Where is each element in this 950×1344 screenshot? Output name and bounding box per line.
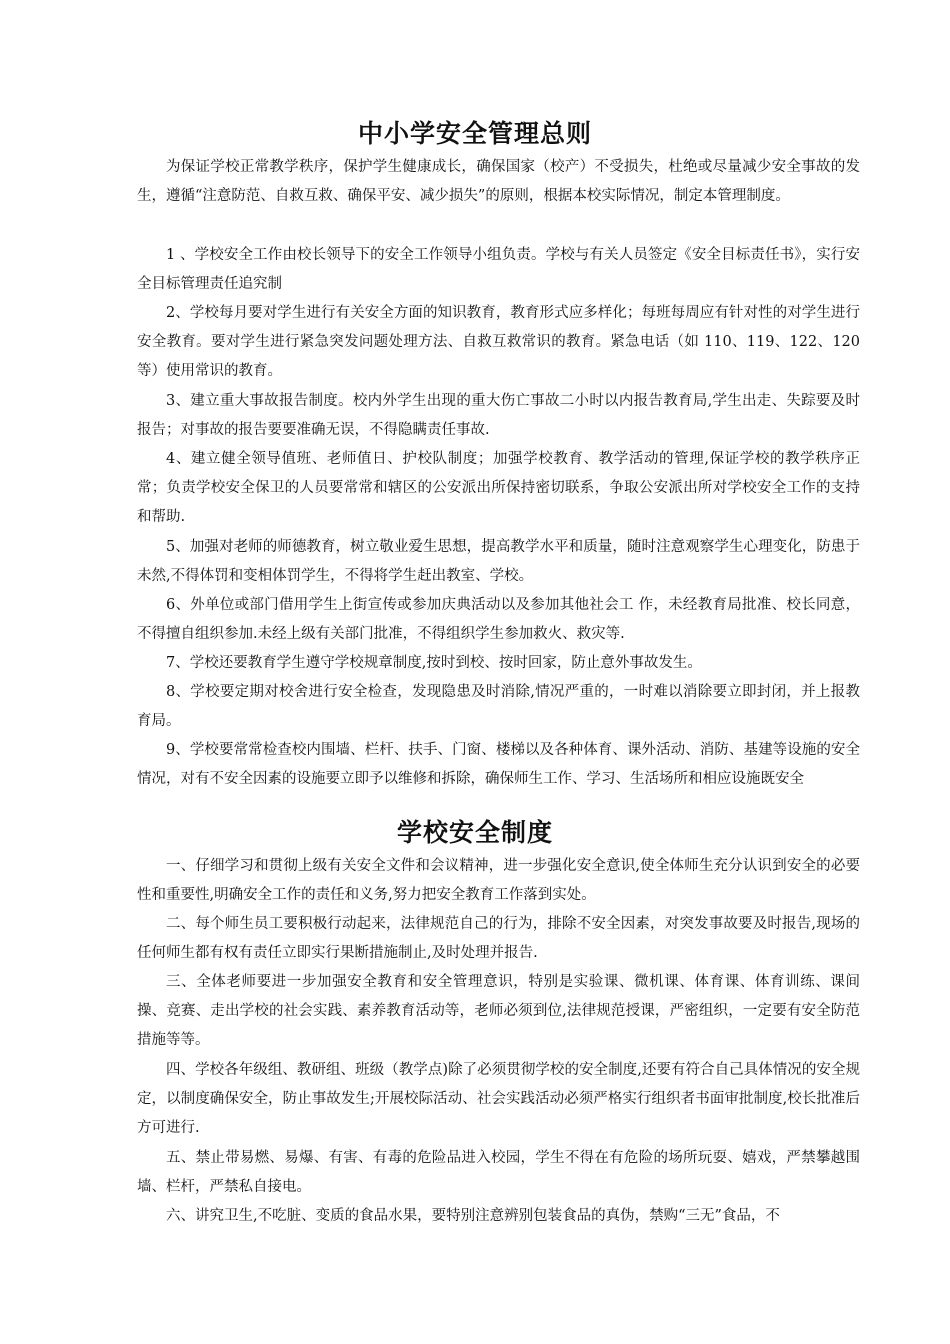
safety-paragraph-3: 三、全体老师要进一步加强安全教育和安全管理意识，特别是实验课、微机课、体育课、体育训练、课间操、竞赛、走出学校的社会实践、素养教育活动等，老师必须到位,法律规范授课，严密组织，一定要有安全防范措施等等。 [137,974,860,1048]
section-title-safety-management: 中小学安全管理总则 [357,119,592,148]
rule-paragraph-2: 2、学校每月要对学生进行有关安全方面的知识教育，教育形式应多样化；每班每周应有针对性的对学生进行安全教育。要对学生进行紧急突发问题处理方法、自救互救常识的教育。紧急电话（如 110、119、122、120 等）使用常识的教育。 [137,305,860,379]
safety-paragraph-5: 五、禁止带易燃、易爆、有害、有毒的危险品进入校园，学生不得在有危险的场所玩耍、嬉戏，严禁攀越围墙、栏杆，严禁私自接电。 [137,1150,860,1195]
rule-paragraph-5: 5、加强对老师的师德教育，树立敬业爱生思想，提高教学水平和质量，随时注意观察学生心理变化，防患于未然,不得体罚和变相体罚学生，不得将学生赶出教室、学校。 [137,539,860,584]
section-title-school-safety: 学校安全制度 [396,818,553,847]
safety-paragraph-1: 一、仔细学习和贯彻上级有关安全文件和会议精神，进一步强化安全意识,使全体师生充分认识到安全的必要性和重要性,明确安全工作的责任和义务,努力把安全教育工作落到实处。 [137,858,860,903]
safety-paragraph-4: 四、学校各年级组、教研组、班级（教学点)除了必须贯彻学校的安全制度,还要有符合自己具体情况的安全规定，以制度确保安全，防止事故发生;开展校际活动、社会实践活动必须严格实行组织者书面审批制度,校长批准后方可进行. [137,1062,860,1136]
rule-paragraph-7: 7、学校还要教育学生遵守学校规章制度,按时到校、按时回家，防止意外事故发生。 [166,655,702,671]
intro-paragraph: 为保证学校正常教学秩序，保护学生健康成长，确保国家（校产）不受损失，杜绝或尽量减少安全事故的发生，遵循“注意防范、自救互救、确保平安、减少损失”的原则，根据本校实际情况，制定本管理制度。 [137,159,860,204]
safety-paragraph-2: 二、每个师生员工要积极行动起来，法律规范自己的行为，排除不安全因素，对突发事故要及时报告,现场的任何师生都有权有责任立即实行果断措施制止,及时处理并报告. [137,916,860,961]
rule-paragraph-1: 1 、学校安全工作由校长领导下的安全工作领导小组负责。学校与有关人员签定《安全目标责任书》，实行安全目标管理责任追究制 [137,247,860,292]
rule-paragraph-8: 8、学校要定期对校舍进行安全检查，发现隐患及时消除,情况严重的，一时难以消除要立即封闭，并上报教育局。 [137,684,860,729]
rule-paragraph-6: 6、外单位或部门借用学生上街宣传或参加庆典活动以及参加其他社会工 作，未经教育局批准、校长同意，不得擅自组织参加.未经上级有关部门批准，不得组织学生参加救火、救灾等. [137,597,860,642]
rule-paragraph-3: 3、建立重大事故报告制度。校内外学生出现的重大伤亡事故二小时以内报告教育局,学生出走、失踪要及时报告；对事故的报告要要准确无误，不得隐瞒责任事故. [137,393,860,438]
safety-paragraph-6: 六、讲究卫生,不吃脏、变质的食品水果，要特别注意辨别包装食品的真伪，禁购“三无”食品，不 [166,1208,780,1224]
rule-paragraph-4: 4、建立健全领导值班、老师值日、护校队制度；加强学校教育、教学活动的管理,保证学校的教学秩序正常；负责学校安全保卫的人员要常常和辖区的公安派出所保持密切联系，争取公安派出所对学校安全工作的支持和帮助. [137,451,860,525]
rule-paragraph-9: 9、学校要常常检查校内围墙、栏杆、扶手、门窗、楼梯以及各种体育、课外活动、消防、基建等设施的安全情况，对有不安全因素的设施要立即予以维修和拆除，确保师生工作、学习、生活场所和相应设施既安全 [137,742,860,787]
